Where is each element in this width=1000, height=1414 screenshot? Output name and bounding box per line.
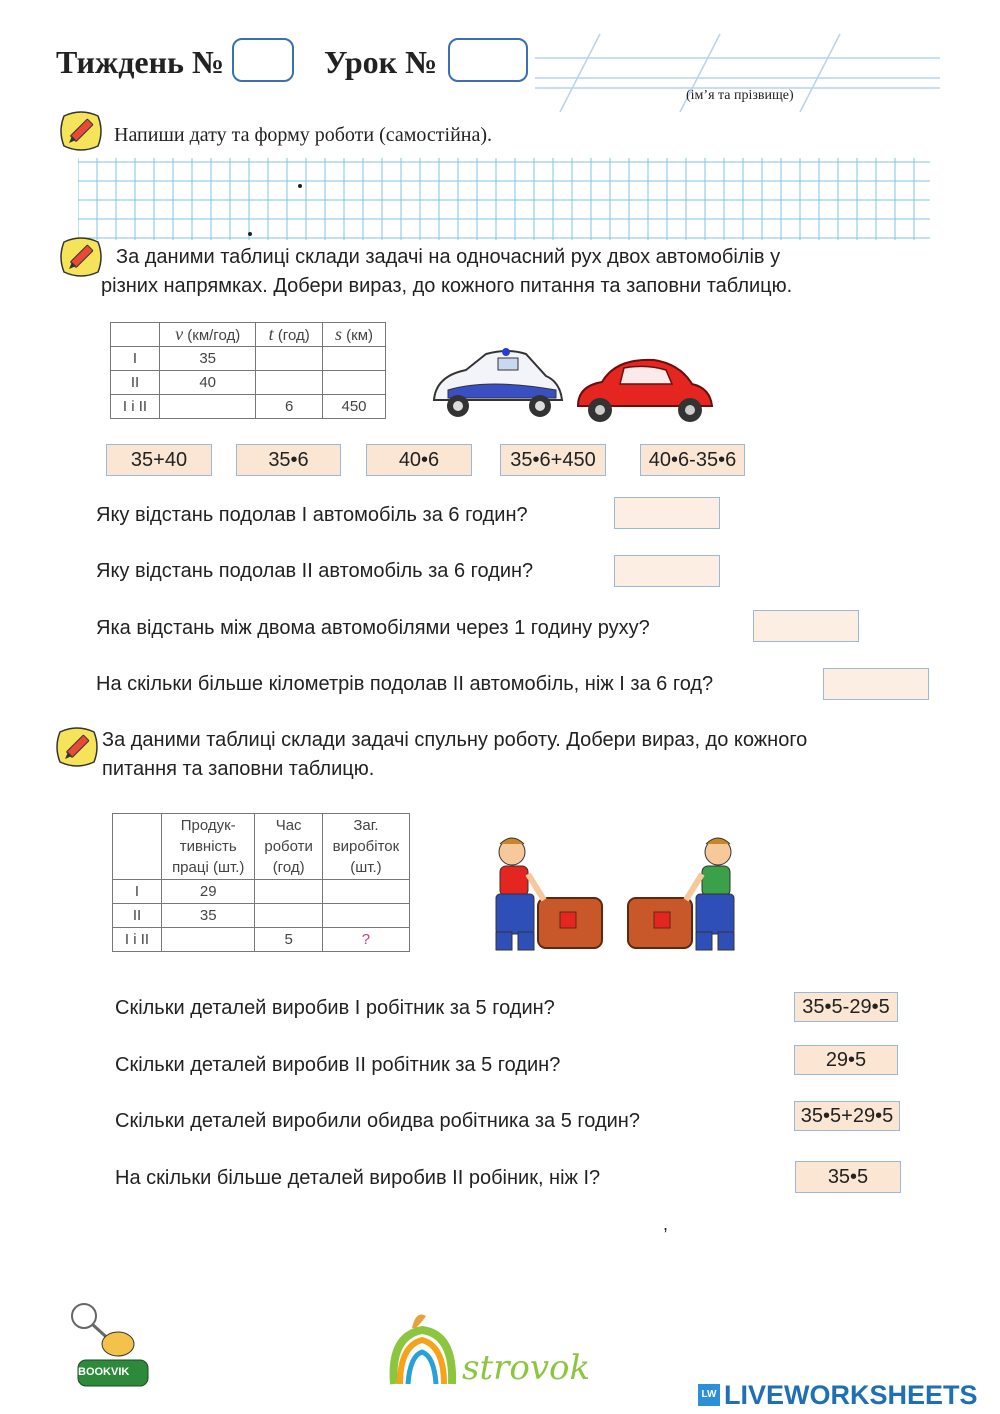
motion-table (110, 322, 386, 419)
header-t: t (268, 324, 274, 344)
expression-option[interactable]: 40•6 (366, 444, 472, 476)
header-output-3: (шт.) (350, 859, 382, 876)
pencil-icon (58, 234, 104, 280)
cell-s: 450 (323, 395, 386, 419)
row-label: II (113, 904, 162, 928)
row-label: I (111, 347, 160, 371)
table-row (113, 904, 410, 928)
police-car-icon (434, 348, 562, 417)
answer-input[interactable] (753, 610, 859, 642)
cell-productivity: 29 (162, 880, 255, 904)
header-s-unit: (км) (346, 327, 374, 344)
lesson-number-input[interactable] (448, 38, 528, 82)
answer-input[interactable] (614, 497, 720, 529)
task1-instruction: Напиши дату та форму роботи (самостійна). (114, 124, 493, 146)
header-productivity-3: праці (шт.) (172, 859, 245, 876)
row-label: I (113, 880, 162, 904)
header-v: v (175, 324, 184, 344)
header-s: s (334, 324, 342, 344)
cell-output: ? (322, 928, 409, 952)
question: Скільки деталей виробили обидва робітника за 5 годин? (115, 1110, 640, 1132)
task2-instruction-line1: За даними таблиці склади задачі на одночасний рух двох автомобілів у (116, 246, 781, 268)
question: Яка відстань між двома автомобілями через 1 годину руху? (96, 617, 650, 639)
date-grid[interactable] (78, 158, 930, 240)
question: Яку відстань подолав І автомобіль за 6 годин? (96, 504, 528, 526)
cell-s (323, 347, 386, 371)
header-time-1: Час (275, 817, 302, 834)
question: Яку відстань подолав ІІ автомобіль за 6 годин? (96, 560, 534, 582)
red-car-icon (578, 360, 712, 422)
task3-instruction-line2: питання та заповни таблицю. (102, 758, 375, 780)
table-row (111, 395, 386, 419)
cell-time: 5 (255, 928, 322, 952)
header-productivity-2: тивність (179, 838, 237, 855)
question: На скільки більше кілометрів подолав ІІ автомобіль, ніж І за 6 год? (96, 673, 714, 695)
question: Скільки деталей виробив І робітник за 5 годин? (115, 997, 555, 1019)
cell-v: 40 (160, 371, 256, 395)
answer-box[interactable]: 29•5 (794, 1045, 898, 1075)
liveworksheets-badge: LW (698, 1384, 720, 1406)
task3-instruction-line1: За даними таблиці склади задачі спульну роботу. Добери вираз, до кожного (102, 729, 808, 751)
answer-input[interactable] (823, 668, 929, 700)
worker-right-icon (628, 838, 734, 950)
bookvik-label: BOOKVIK (78, 1366, 130, 1378)
table-row (113, 928, 410, 952)
week-label: Тиждень № (56, 44, 225, 80)
answer-box[interactable]: 35•5+29•5 (794, 1101, 900, 1131)
expression-option[interactable]: 40•6-35•6 (640, 444, 745, 476)
ostrovok-logo-mark (382, 1306, 472, 1392)
cell-v (160, 395, 256, 419)
question: На скільки більше деталей виробив ІІ робіник, ніж І? (115, 1167, 601, 1189)
question: Скільки деталей виробив ІІ робітник за 5 годин? (115, 1054, 561, 1076)
lesson-label: Урок № (324, 44, 438, 80)
row-label: II (111, 371, 160, 395)
liveworksheets-label: LIVEWORKSHEETS (724, 1380, 978, 1410)
work-table (112, 813, 410, 952)
cell-t: 6 (256, 395, 323, 419)
cell-v: 35 (160, 347, 256, 371)
workers-illustration (482, 834, 748, 956)
expression-option[interactable]: 35+40 (106, 444, 212, 476)
cell-time (255, 880, 322, 904)
cell-output (322, 880, 409, 904)
ostrovok-label: strovok (462, 1348, 591, 1388)
answer-box[interactable]: 35•5 (795, 1161, 901, 1193)
name-hint: (ім’я та прізвище) (686, 88, 794, 103)
answer-box[interactable]: 35•5-29•5 (794, 992, 898, 1022)
header-t-unit: (год) (277, 327, 310, 344)
header-output-1: Заг. (353, 817, 379, 834)
week-number-input[interactable] (232, 38, 294, 82)
task2-instruction-line2: різних напрямках. Добери вираз, до кожного питання та заповни таблицю. (101, 275, 793, 297)
cell-s (323, 371, 386, 395)
cell-t (256, 371, 323, 395)
pencil-icon (54, 724, 100, 770)
row-label: I і II (113, 928, 162, 952)
table-row (113, 880, 410, 904)
header-time-3: (год) (272, 859, 305, 876)
cell-productivity (162, 928, 255, 952)
stray-comma: , (663, 1214, 669, 1234)
table-row (111, 347, 386, 371)
header-time-2: роботи (264, 838, 313, 855)
expression-option[interactable]: 35•6 (236, 444, 341, 476)
cell-t (256, 347, 323, 371)
cell-output (322, 904, 409, 928)
header-output-2: виробіток (332, 838, 400, 855)
pencil-icon (58, 108, 104, 154)
worker-left-icon (496, 838, 602, 950)
table-row (111, 371, 386, 395)
bookvik-logo (64, 1300, 154, 1392)
row-label: I і II (111, 395, 160, 419)
answer-input[interactable] (614, 555, 720, 587)
expression-option[interactable]: 35•6+450 (500, 444, 606, 476)
cell-time (255, 904, 322, 928)
header-v-unit: (км/год) (187, 327, 241, 344)
cell-productivity: 35 (162, 904, 255, 928)
header-productivity-1: Продук- (180, 817, 236, 834)
cars-illustration (428, 348, 718, 428)
